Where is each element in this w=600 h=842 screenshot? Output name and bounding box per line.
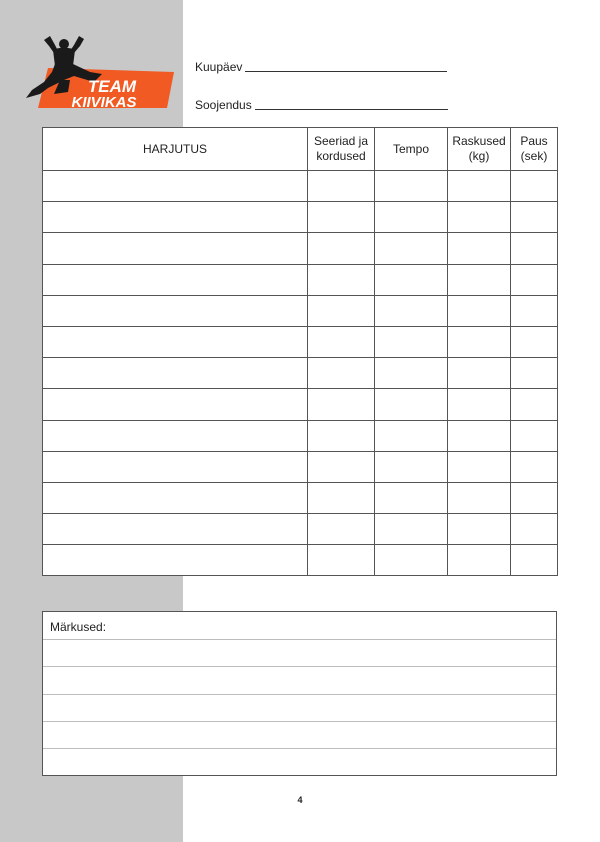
workout-cell[interactable] xyxy=(511,171,558,202)
workout-cell[interactable] xyxy=(308,233,375,264)
workout-cell[interactable] xyxy=(448,264,511,295)
workout-cell[interactable] xyxy=(43,482,308,513)
warmup-label: Soojendus xyxy=(195,98,252,112)
date-underline xyxy=(245,70,447,72)
workout-cell[interactable] xyxy=(308,171,375,202)
col-exercise: HARJUTUS xyxy=(43,128,308,171)
col-tempo: Tempo xyxy=(375,128,448,171)
workout-cell[interactable] xyxy=(511,202,558,233)
workout-cell[interactable] xyxy=(375,482,448,513)
warmup-underline xyxy=(255,108,448,110)
notes-rule xyxy=(43,694,556,695)
workout-cell[interactable] xyxy=(308,514,375,545)
workout-cell[interactable] xyxy=(448,202,511,233)
workout-cell[interactable] xyxy=(375,171,448,202)
workout-cell[interactable] xyxy=(511,420,558,451)
workout-cell[interactable] xyxy=(43,171,308,202)
workout-cell[interactable] xyxy=(375,202,448,233)
workout-row xyxy=(43,326,558,357)
workout-header-row xyxy=(43,128,558,171)
col-sets-reps: Seeriad ja kordused xyxy=(308,128,375,171)
workout-cell[interactable] xyxy=(448,451,511,482)
workout-cell[interactable] xyxy=(511,295,558,326)
workout-cell[interactable] xyxy=(43,264,308,295)
workout-cell[interactable] xyxy=(308,202,375,233)
workout-cell[interactable] xyxy=(448,295,511,326)
workout-cell[interactable] xyxy=(375,326,448,357)
workout-row xyxy=(43,514,558,545)
workout-cell[interactable] xyxy=(511,545,558,576)
workout-cell[interactable] xyxy=(511,389,558,420)
workout-cell[interactable] xyxy=(375,264,448,295)
workout-cell[interactable] xyxy=(308,451,375,482)
workout-cell[interactable] xyxy=(43,389,308,420)
date-label: Kuupäev xyxy=(195,60,243,74)
col-weights: Raskused (kg) xyxy=(448,128,511,171)
col-rest: Paus (sek) xyxy=(511,128,558,171)
warmup-field[interactable] xyxy=(195,98,448,112)
workout-cell[interactable] xyxy=(448,482,511,513)
workout-cell[interactable] xyxy=(448,389,511,420)
workout-row xyxy=(43,451,558,482)
workout-cell[interactable] xyxy=(308,264,375,295)
workout-row xyxy=(43,420,558,451)
workout-cell[interactable] xyxy=(511,451,558,482)
notes-rule xyxy=(43,666,556,667)
workout-cell[interactable] xyxy=(43,545,308,576)
workout-cell[interactable] xyxy=(43,451,308,482)
workout-cell[interactable] xyxy=(43,326,308,357)
workout-cell[interactable] xyxy=(308,358,375,389)
notes-rule xyxy=(43,721,556,722)
logo-text-top: TEAM xyxy=(87,77,137,96)
workout-cell[interactable] xyxy=(43,233,308,264)
workout-cell[interactable] xyxy=(308,545,375,576)
workout-cell[interactable] xyxy=(375,514,448,545)
workout-cell[interactable] xyxy=(43,202,308,233)
logo-text-bottom: KIIVIKAS xyxy=(71,94,137,111)
workout-cell[interactable] xyxy=(43,420,308,451)
workout-cell[interactable] xyxy=(448,171,511,202)
date-field[interactable] xyxy=(195,60,447,74)
workout-cell[interactable] xyxy=(511,358,558,389)
page-number: 4 xyxy=(297,795,303,805)
workout-cell[interactable] xyxy=(375,545,448,576)
workout-cell[interactable] xyxy=(448,514,511,545)
notes-rule xyxy=(43,639,556,640)
workout-row xyxy=(43,295,558,326)
workout-cell[interactable] xyxy=(448,420,511,451)
workout-cell[interactable] xyxy=(308,295,375,326)
workout-cell[interactable] xyxy=(511,326,558,357)
workout-row xyxy=(43,482,558,513)
workout-cell[interactable] xyxy=(511,264,558,295)
workout-cell[interactable] xyxy=(448,545,511,576)
workout-cell[interactable] xyxy=(43,514,308,545)
workout-row xyxy=(43,358,558,389)
workout-cell[interactable] xyxy=(308,326,375,357)
workout-cell[interactable] xyxy=(448,326,511,357)
workout-cell[interactable] xyxy=(375,389,448,420)
workout-row xyxy=(43,545,558,576)
workout-cell[interactable] xyxy=(308,482,375,513)
workout-row xyxy=(43,202,558,233)
workout-cell[interactable] xyxy=(375,358,448,389)
workout-cell[interactable] xyxy=(308,420,375,451)
workout-cell[interactable] xyxy=(43,358,308,389)
workout-cell[interactable] xyxy=(375,420,448,451)
workout-cell[interactable] xyxy=(448,233,511,264)
workout-cell[interactable] xyxy=(511,233,558,264)
workout-cell[interactable] xyxy=(308,389,375,420)
workout-cell[interactable] xyxy=(375,451,448,482)
notes-rule xyxy=(43,748,556,749)
workout-row xyxy=(43,389,558,420)
workout-cell[interactable] xyxy=(448,358,511,389)
workout-row xyxy=(43,264,558,295)
team-kiivikas-logo xyxy=(24,36,176,112)
notes-box[interactable] xyxy=(42,611,557,776)
workout-cell[interactable] xyxy=(511,514,558,545)
workout-table xyxy=(42,127,558,576)
workout-row xyxy=(43,171,558,202)
workout-cell[interactable] xyxy=(375,233,448,264)
workout-cell[interactable] xyxy=(43,295,308,326)
workout-cell[interactable] xyxy=(511,482,558,513)
workout-cell[interactable] xyxy=(375,295,448,326)
workout-row xyxy=(43,233,558,264)
notes-label: Märkused: xyxy=(50,620,107,634)
